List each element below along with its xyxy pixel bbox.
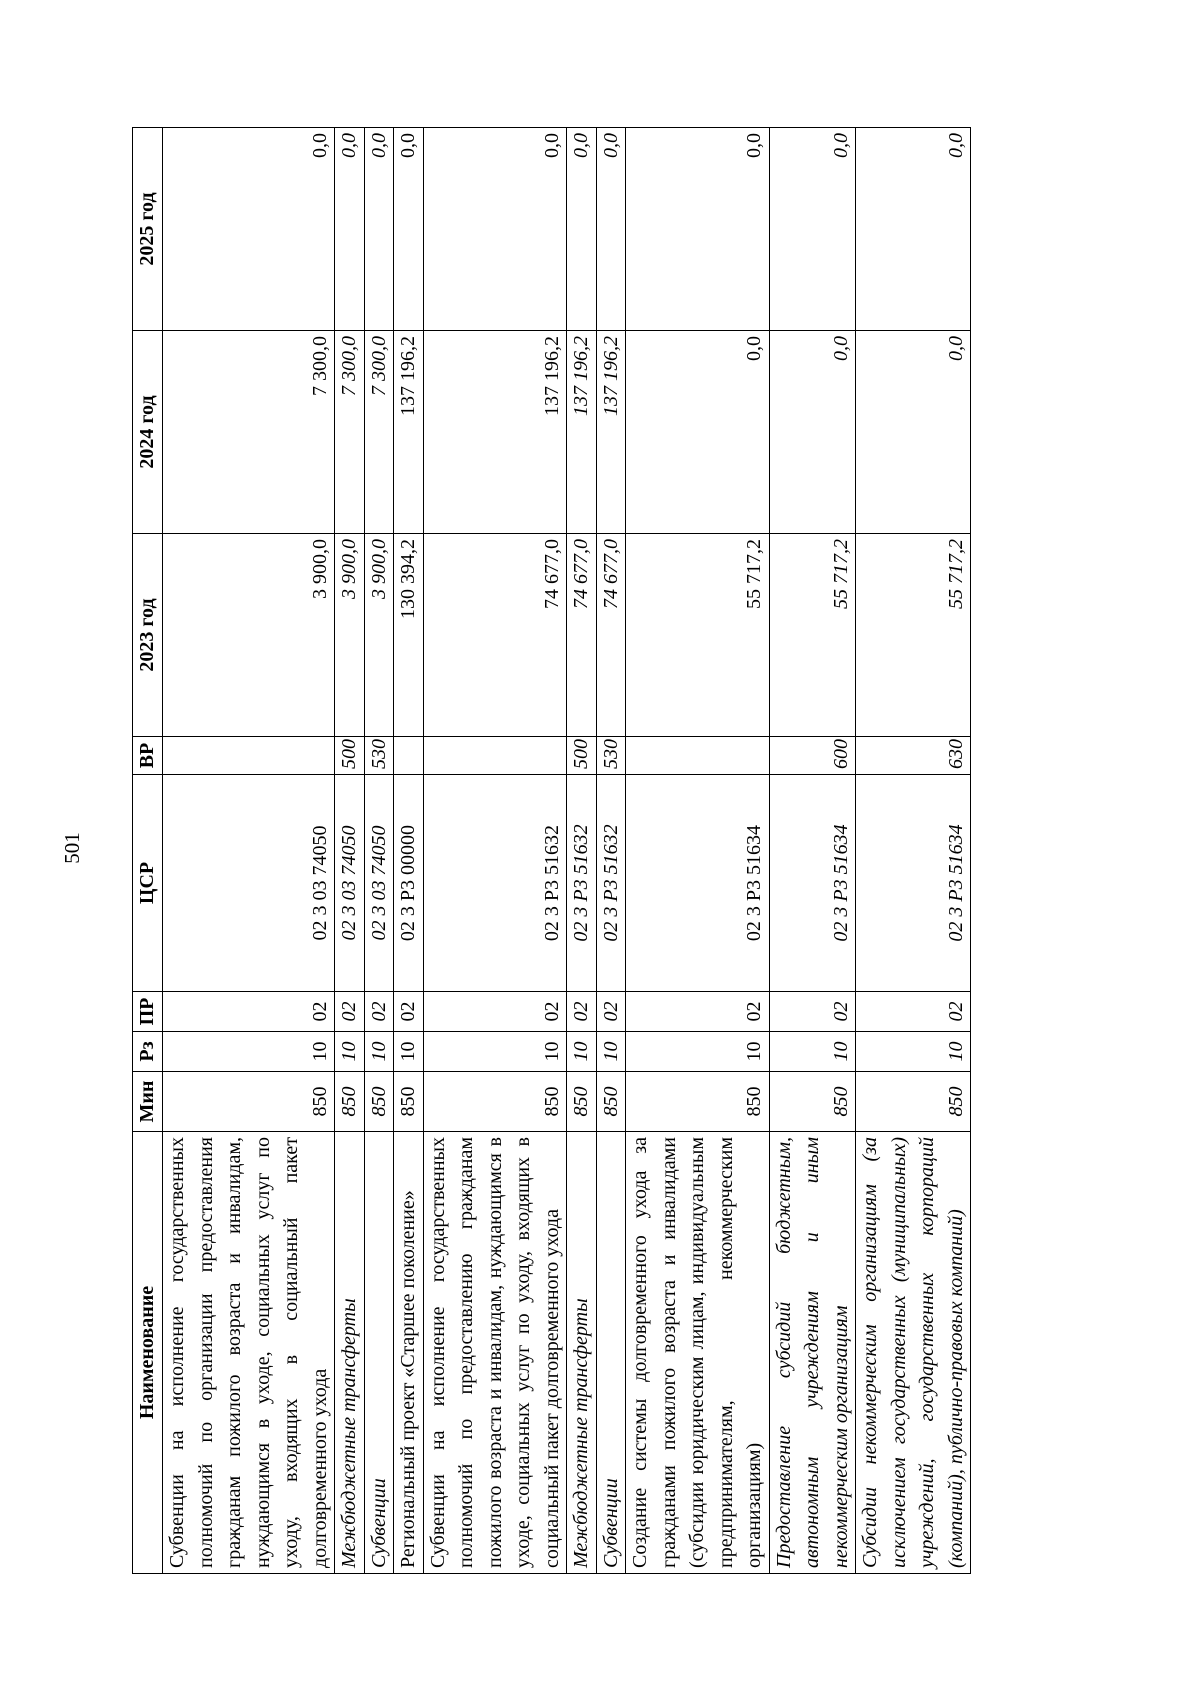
budget-table <box>132 127 971 1574</box>
cell-2025: 0,0 <box>364 128 394 331</box>
cell-vr: 500 <box>567 737 597 775</box>
cell-pr: 02 <box>423 992 567 1032</box>
table-row <box>596 128 626 1574</box>
cell-vr <box>423 737 567 775</box>
cell-2024: 0,0 <box>769 331 856 534</box>
cell-2023: 3 900,0 <box>335 534 365 737</box>
cell-2024: 7 300,0 <box>163 331 335 534</box>
cell-min: 850 <box>394 1072 424 1132</box>
cell-csr: 02 3 P3 51634 <box>626 775 770 992</box>
cell-name <box>163 1132 335 1574</box>
cell-2025: 0,0 <box>567 128 597 331</box>
cell-name-text: Предоставление субсидий бюджетным, автономным учреждениям и иным некоммерческим организациям <box>772 1137 852 1568</box>
cell-name <box>769 1132 856 1574</box>
cell-min: 850 <box>335 1072 365 1132</box>
table-row <box>626 128 770 1574</box>
cell-name <box>626 1132 770 1574</box>
cell-2025: 0,0 <box>856 128 971 331</box>
cell-rz: 10 <box>856 1032 971 1072</box>
col-header-vr: ВР <box>133 737 163 775</box>
cell-2025: 0,0 <box>423 128 567 331</box>
cell-name-text: Субвенции на исполнение государственных полномочий по организации предоставления гражданам пожилого возраста и инвалидам, нуждающимся в уходе, социальных услуг по уходу, входящих в социальный пакет долговременного ухода <box>166 1137 331 1568</box>
header-row <box>133 128 163 1574</box>
cell-name <box>856 1132 971 1574</box>
budget-table-container <box>132 128 967 1574</box>
cell-name-text: Межбюджетные трансферты <box>570 1298 592 1568</box>
cell-2025: 0,0 <box>626 128 770 331</box>
cell-min: 850 <box>364 1072 394 1132</box>
col-header-min: Мин <box>133 1072 163 1132</box>
cell-csr: 02 3 P3 00000 <box>394 775 424 992</box>
cell-pr: 02 <box>394 992 424 1032</box>
cell-min: 850 <box>423 1072 567 1132</box>
cell-csr: 02 3 P3 51634 <box>856 775 971 992</box>
cell-name-text: Создание системы долговременного ухода за гражданами пожилого возраста и инвалидами (субсидии юридическим лицам, индивидуальным предпринимателям, некоммерческим организациям) <box>629 1137 765 1568</box>
cell-pr: 02 <box>769 992 856 1032</box>
cell-2023: 130 394,2 <box>394 534 424 737</box>
cell-csr: 02 3 P3 51634 <box>769 775 856 992</box>
cell-pr: 02 <box>163 992 335 1032</box>
col-header-2023: 2023 год <box>133 534 163 737</box>
col-header-2024: 2024 год <box>133 331 163 534</box>
cell-2024: 137 196,2 <box>394 331 424 534</box>
cell-rz: 10 <box>163 1032 335 1072</box>
cell-2023: 74 677,0 <box>596 534 626 737</box>
table-row <box>163 128 335 1574</box>
cell-vr: 500 <box>335 737 365 775</box>
cell-2024: 0,0 <box>856 331 971 534</box>
cell-2023: 3 900,0 <box>163 534 335 737</box>
cell-min: 850 <box>856 1072 971 1132</box>
cell-rz: 10 <box>423 1032 567 1072</box>
cell-rz: 10 <box>364 1032 394 1072</box>
col-header-csr: ЦСР <box>133 775 163 992</box>
cell-2025: 0,0 <box>394 128 424 331</box>
cell-2023: 55 717,2 <box>769 534 856 737</box>
cell-name-text: Региональный проект «Старшее поколение» <box>397 1190 419 1568</box>
cell-2024: 137 196,2 <box>596 331 626 534</box>
cell-rz: 10 <box>335 1032 365 1072</box>
cell-pr: 02 <box>856 992 971 1032</box>
cell-name <box>567 1132 597 1574</box>
cell-vr: 630 <box>856 737 971 775</box>
cell-csr: 02 3 P3 51632 <box>567 775 597 992</box>
cell-2024: 137 196,2 <box>567 331 597 534</box>
table-row <box>856 128 971 1574</box>
table-row <box>423 128 567 1574</box>
cell-rz: 10 <box>394 1032 424 1072</box>
cell-name-text: Субвенции <box>599 1478 622 1568</box>
budget-table-rotated <box>132 128 967 1574</box>
cell-rz: 10 <box>567 1032 597 1072</box>
cell-rz: 10 <box>596 1032 626 1072</box>
cell-name <box>596 1132 626 1574</box>
col-header-pr: ПР <box>133 992 163 1032</box>
cell-name-text: Субвенции на исполнение государственных полномочий по предоставлению гражданам пожилого возраста и инвалидам, нуждающимся в уходе, социальных услуг по уходу, входящих в социальный пакет долговременного ухода <box>426 1137 563 1568</box>
cell-name <box>394 1132 424 1574</box>
cell-name-text: Субсидии некоммерческим организациям (за исключением государственных (муниципальных) учреждений, государственных корпораций (компаний), публично-правовых компаний) <box>859 1137 967 1568</box>
table-row <box>394 128 424 1574</box>
cell-vr <box>394 737 424 775</box>
col-header-2025: 2025 год <box>133 128 163 331</box>
cell-2023: 74 677,0 <box>423 534 567 737</box>
cell-2024: 7 300,0 <box>364 331 394 534</box>
cell-vr <box>626 737 770 775</box>
cell-2023: 74 677,0 <box>567 534 597 737</box>
cell-csr: 02 3 03 74050 <box>163 775 335 992</box>
col-header-name: Наименование <box>133 1132 163 1574</box>
cell-2023: 55 717,2 <box>856 534 971 737</box>
cell-min: 850 <box>596 1072 626 1132</box>
cell-pr: 02 <box>364 992 394 1032</box>
col-header-rz: Рз <box>133 1032 163 1072</box>
cell-min: 850 <box>567 1072 597 1132</box>
cell-csr: 02 3 P3 51632 <box>596 775 626 992</box>
cell-rz: 10 <box>626 1032 770 1072</box>
table-row <box>769 128 856 1574</box>
cell-2025: 0,0 <box>335 128 365 331</box>
cell-rz: 10 <box>769 1032 856 1072</box>
cell-vr: 530 <box>364 737 394 775</box>
cell-vr <box>163 737 335 775</box>
cell-min: 850 <box>626 1072 770 1132</box>
table-row <box>335 128 365 1574</box>
cell-name <box>335 1132 365 1574</box>
cell-csr: 02 3 P3 51632 <box>423 775 567 992</box>
cell-pr: 02 <box>335 992 365 1032</box>
table-row <box>364 128 394 1574</box>
page-number: 501 <box>60 832 84 864</box>
cell-csr: 02 3 03 74050 <box>335 775 365 992</box>
cell-name-text: Межбюджетные трансферты <box>338 1298 360 1568</box>
cell-pr: 02 <box>596 992 626 1032</box>
cell-name <box>423 1132 567 1574</box>
cell-csr: 02 3 03 74050 <box>364 775 394 992</box>
cell-vr: 530 <box>596 737 626 775</box>
cell-2025: 0,0 <box>163 128 335 331</box>
cell-2025: 0,0 <box>596 128 626 331</box>
cell-2025: 0,0 <box>769 128 856 331</box>
cell-name <box>364 1132 394 1574</box>
cell-pr: 02 <box>567 992 597 1032</box>
cell-vr: 600 <box>769 737 856 775</box>
cell-pr: 02 <box>626 992 770 1032</box>
cell-2024: 7 300,0 <box>335 331 365 534</box>
cell-2023: 3 900,0 <box>364 534 394 737</box>
cell-name-text: Субвенции <box>367 1478 390 1568</box>
table-row <box>567 128 597 1574</box>
cell-2023: 55 717,2 <box>626 534 770 737</box>
cell-2024: 0,0 <box>626 331 770 534</box>
cell-min: 850 <box>769 1072 856 1132</box>
cell-min: 850 <box>163 1072 335 1132</box>
cell-2024: 137 196,2 <box>423 331 567 534</box>
